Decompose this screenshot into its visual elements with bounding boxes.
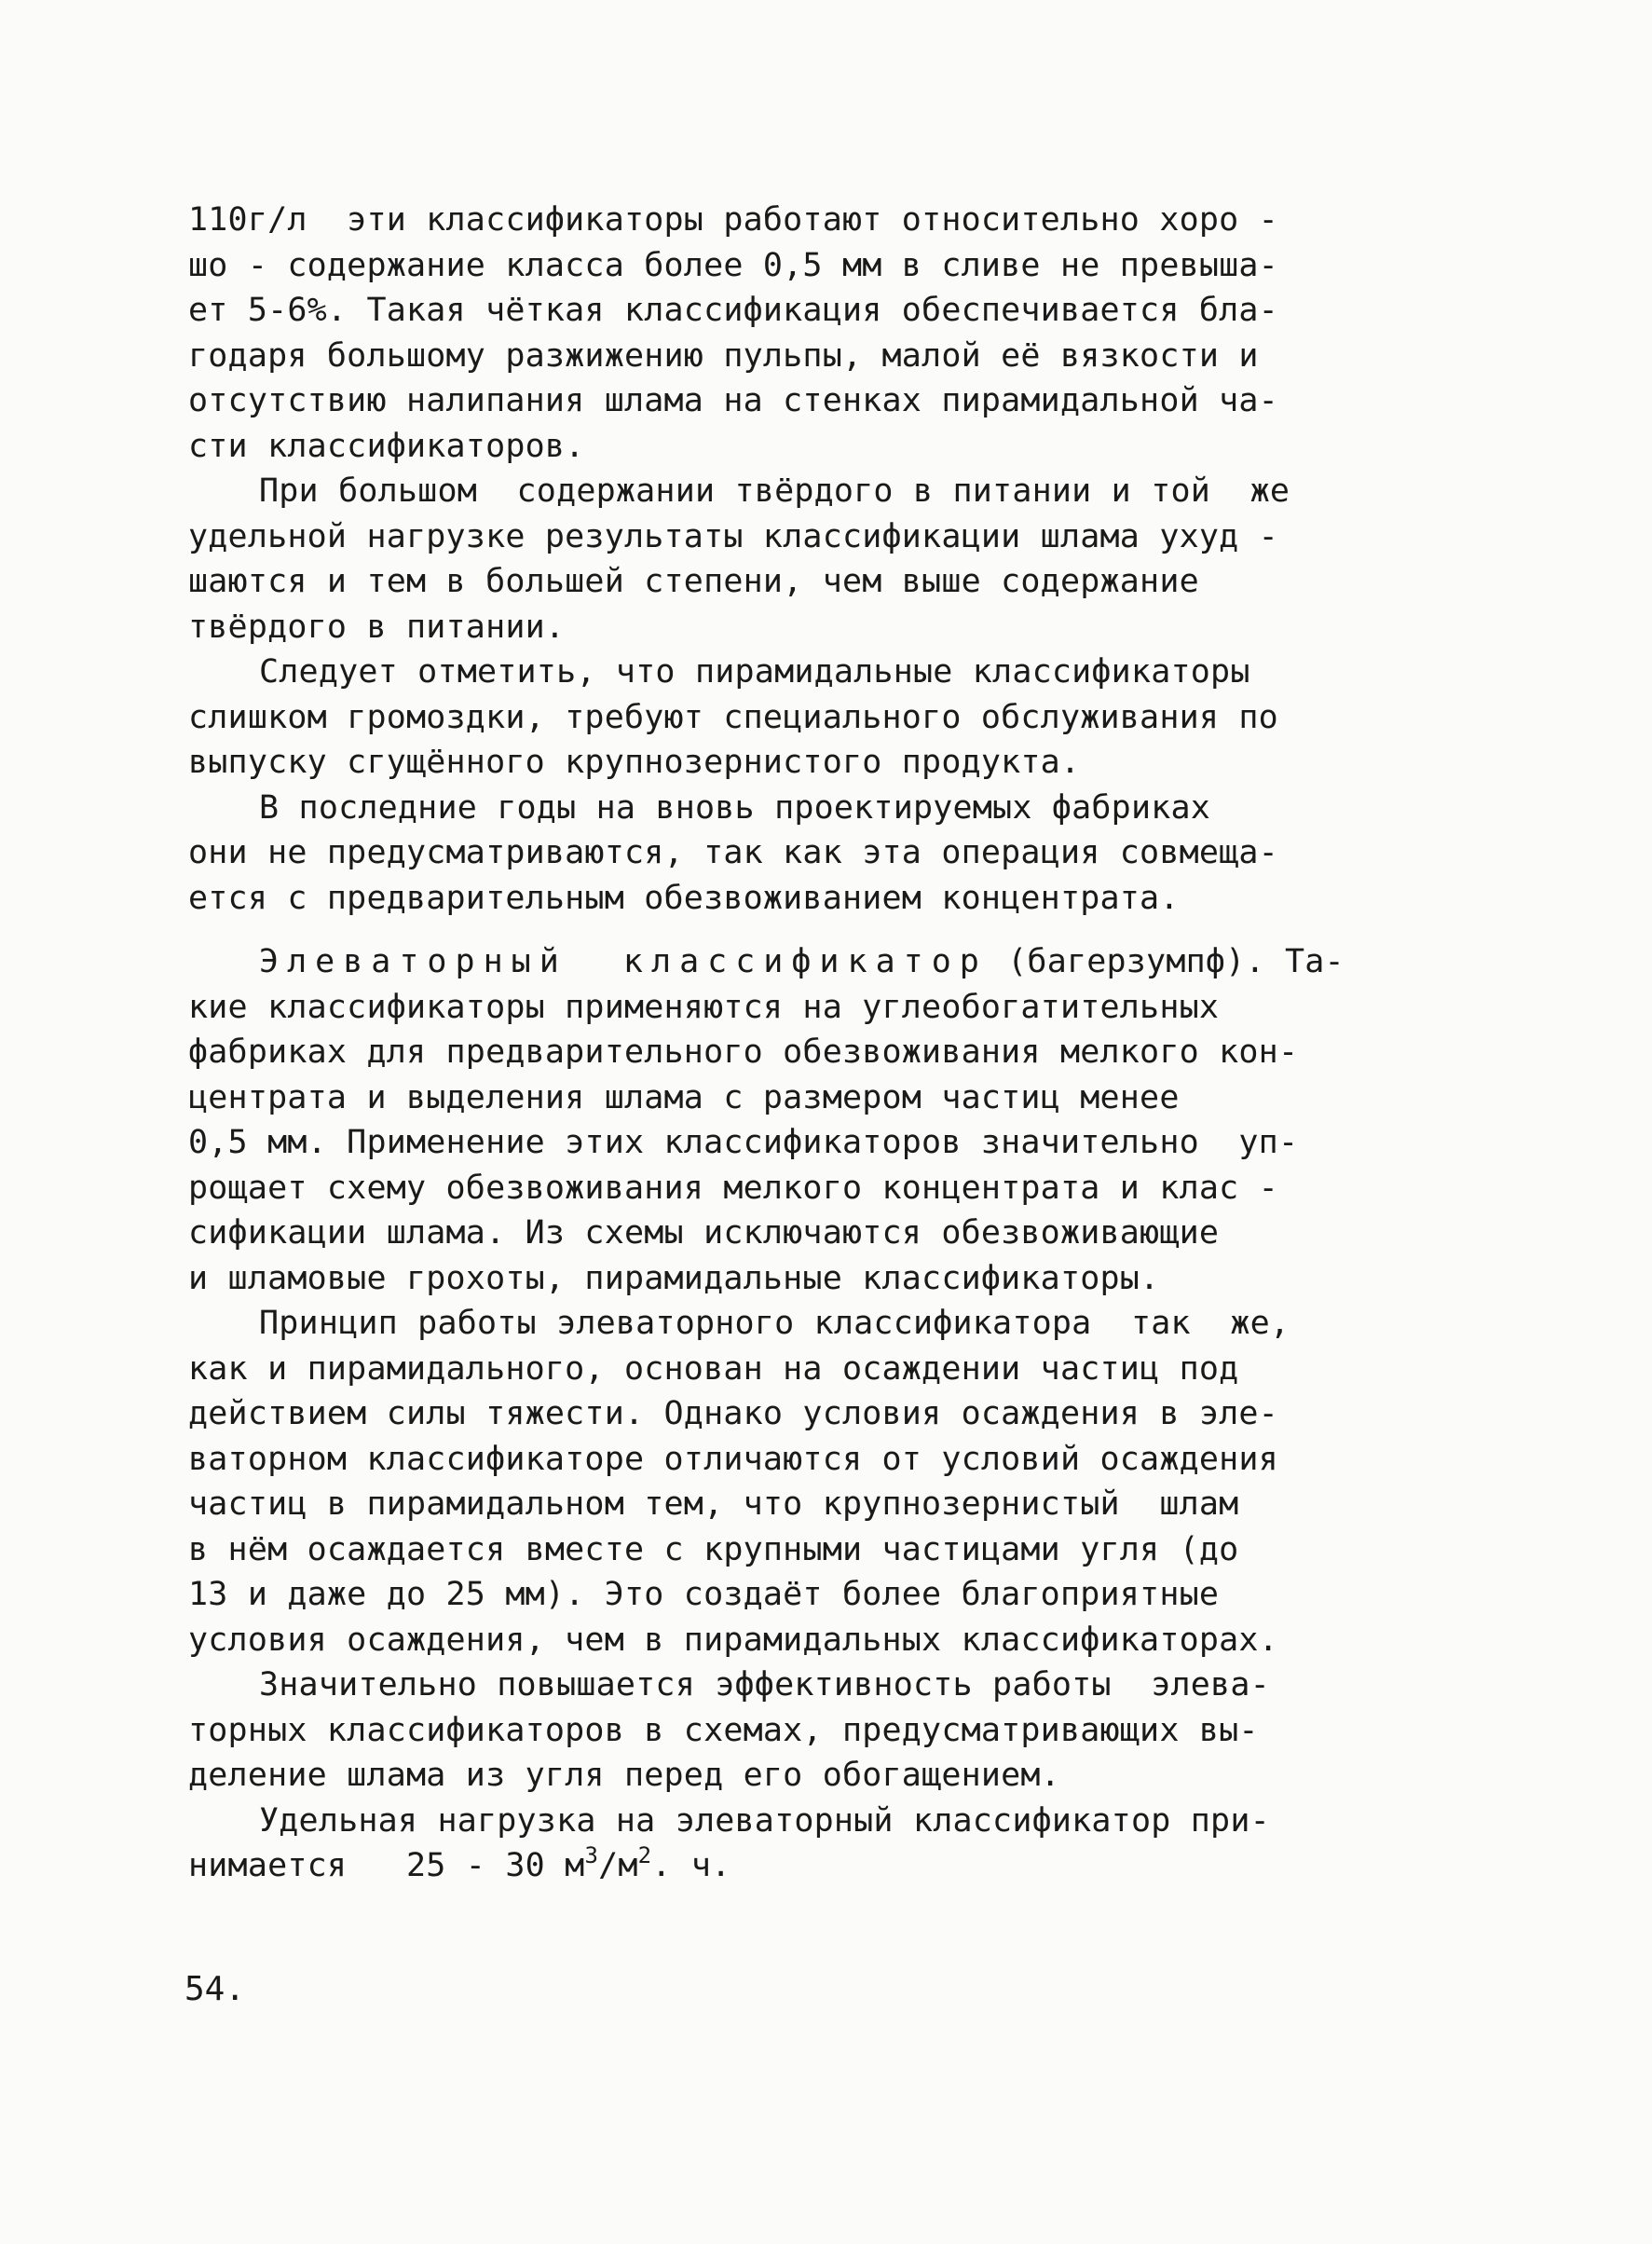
page-number: 54.: [184, 1970, 246, 2008]
text-line: слишком громоздки, требуют специального обслуживания по: [188, 698, 1278, 736]
text-line: и шламовые грохоты, пирамидальные классификаторы.: [188, 1259, 1160, 1297]
text-line: сификации шлама. Из схемы исключаются обезвоживающие: [188, 1214, 1220, 1252]
text-line: отсутствию налипания шлама на стенках пирамидальной ча-: [188, 382, 1278, 419]
text-line: как и пирамидального, основан на осаждении частиц под: [188, 1349, 1239, 1388]
text-line: кие классификаторы применяются на углеобогатительных: [188, 988, 1220, 1026]
formula-text: нимается 25 - 30 м: [188, 1847, 585, 1884]
paragraph: [188, 939, 1479, 1301]
text-line: они не предусматриваются, так как эта операция совмеща-: [188, 834, 1278, 871]
text-line: торных классификаторов в схемах, предусматривающих вы-: [188, 1711, 1259, 1749]
text-line: действием силы тяжести. Однако условия осаждения в эле-: [188, 1395, 1278, 1432]
body-text: [188, 198, 1479, 1889]
text-line: 110г/л эти классификаторы работают относительно хоро -: [188, 201, 1278, 239]
paragraph: [188, 1301, 1479, 1662]
text-line: условия осаждения, чем в пирамидальных классификаторах.: [188, 1621, 1278, 1659]
text-line: [188, 1843, 1479, 1889]
text-line: [188, 939, 1479, 985]
text-line: ется с предварительным обезвоживанием концентрата.: [188, 879, 1180, 917]
paragraph: [188, 650, 1479, 786]
text-line: деление шлама из угля перед его обогащением.: [188, 1757, 1060, 1794]
paragraph: [188, 1662, 1479, 1799]
text-line: сти классификаторов.: [188, 427, 585, 465]
section-heading: Элеваторный классификатор: [259, 943, 988, 980]
heading-continuation: (багерзумпф). Та-: [987, 943, 1345, 980]
text-line: шаются и тем в большей степени, чем выше содержание: [188, 563, 1199, 600]
superscript-cubic: 3: [584, 1842, 599, 1868]
text-line: шо - содержание класса более 0,5 мм в сливе не превыша-: [188, 246, 1278, 284]
text-line: ет 5-6%. Такая чёткая классификация обеспечивается бла-: [188, 292, 1278, 329]
text-line: Принцип работы элеваторного классификатора так же,: [259, 1305, 1290, 1342]
superscript-square: 2: [637, 1842, 652, 1868]
formula-text: /м: [598, 1847, 638, 1884]
text-line: рощает схему обезвоживания мелкого концентрата и клас -: [188, 1169, 1278, 1207]
paragraph: [188, 198, 1479, 469]
text-line: выпуску сгущённого крупнозернистого продукта.: [188, 744, 1081, 781]
text-line: фабриках для предварительного обезвоживания мелкого кон-: [188, 1033, 1299, 1071]
text-line: 0,5 мм. Применение этих классификаторов значительно уп-: [188, 1124, 1299, 1161]
formula-text: . ч.: [651, 1847, 731, 1884]
text-line: удельной нагрузке результаты классификации шлама ухуд -: [188, 517, 1278, 555]
text-line: центрата и выделения шлама с размером частиц менее: [188, 1078, 1180, 1116]
text-line: годаря большому разжижению пульпы, малой её вязкости и: [188, 336, 1259, 375]
text-line: в нём осаждается вместе с крупными частицами угля (до: [188, 1530, 1239, 1568]
paragraph: [188, 1799, 1479, 1889]
paragraph: [188, 469, 1479, 650]
paragraph: [188, 786, 1479, 922]
text-line: твёрдого в питании.: [188, 608, 566, 646]
text-line: Следует отметить, что пирамидальные классификаторы: [259, 653, 1250, 691]
text-line: 13 и даже до 25 мм). Это создаёт более благоприятные: [188, 1576, 1220, 1613]
text-line: При большом содержании твёрдого в питании и той же: [259, 472, 1290, 510]
text-line: ваторном классификаторе отличаются от условий осаждения: [188, 1440, 1278, 1478]
text-line: В последние годы на вновь проектируемых фабриках: [259, 788, 1211, 827]
text-line: Значительно повышается эффективность работы элева-: [259, 1666, 1270, 1704]
paragraph-gap: [188, 921, 1479, 939]
text-line: Удельная нагрузка на элеваторный классификатор при-: [259, 1801, 1270, 1840]
text-line: частиц в пирамидальном тем, что крупнозернистый шлам: [188, 1485, 1239, 1523]
